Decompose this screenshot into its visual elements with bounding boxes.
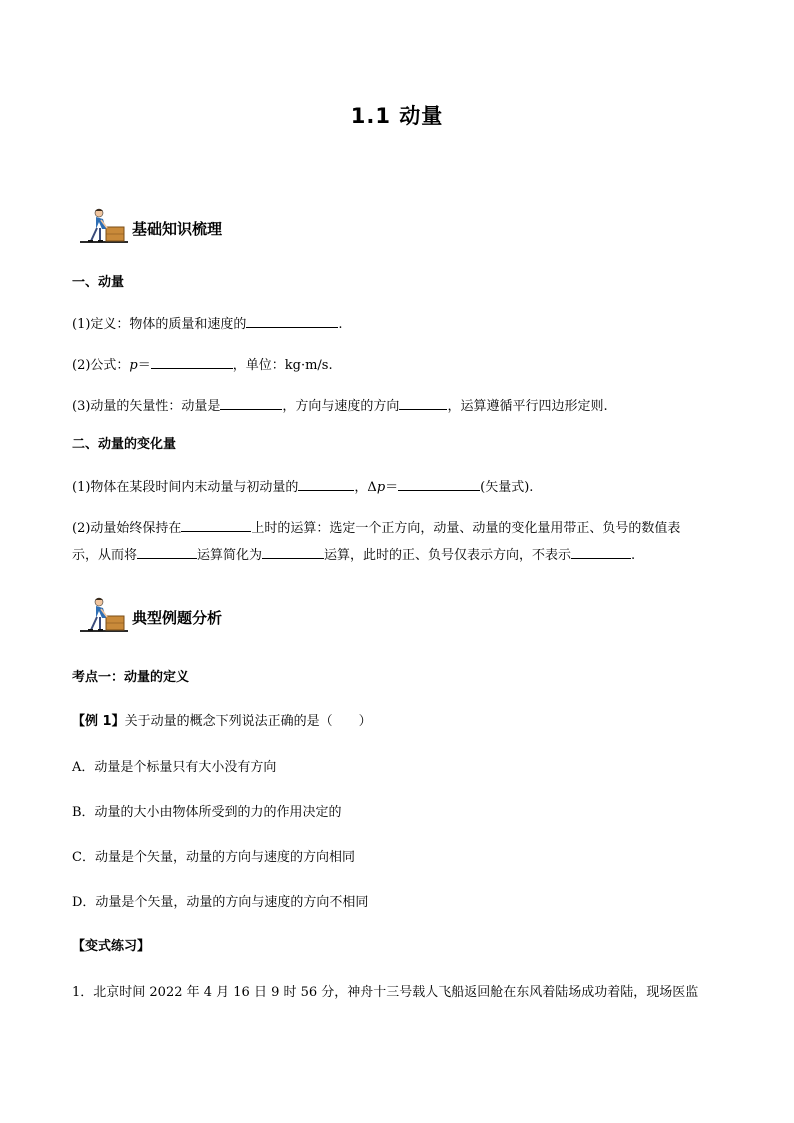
section-title: 基础知识梳理: [132, 220, 223, 238]
text: (3)动量的矢量性：动量是: [72, 399, 221, 414]
line-straight-line-rule-cont: [72, 544, 635, 565]
text: (2)公式：: [72, 358, 130, 373]
answer-blank[interactable]: [220, 395, 282, 410]
variable-p: p: [376, 480, 386, 495]
heading-momentum: 一、动量: [72, 275, 125, 290]
line-formula: [72, 354, 333, 375]
text: ，方向与速度的方向: [282, 399, 400, 414]
answer-blank[interactable]: [399, 395, 447, 410]
example-question: [72, 713, 372, 731]
line-straight-line-rule: [72, 517, 680, 538]
text: .: [338, 317, 343, 332]
line-vector-property: [72, 395, 608, 416]
text: ＝: [137, 358, 151, 373]
answer-blank[interactable]: [181, 517, 251, 532]
question-text: 关于动量的概念下列说法正确的是（ ）: [124, 714, 372, 729]
text: 运算简化为: [197, 548, 263, 563]
boy-pushing-box-icon: [80, 596, 130, 634]
section-title: 典型例题分析: [132, 609, 223, 627]
text: ，运算遵循平行四边形定则.: [447, 399, 608, 414]
line-change-definition: [72, 476, 533, 497]
heading-momentum-change: 二、动量的变化量: [72, 437, 177, 452]
text: 上时的运算：选定一个正方向，动量、动量的变化量用带正、负号的数值表: [251, 521, 681, 536]
text: 运算，此时的正、负号仅表示方向，不表示: [324, 548, 572, 563]
example-tag: 【例 1】: [72, 714, 125, 729]
answer-blank[interactable]: [246, 313, 338, 328]
section-header-basics: [80, 205, 222, 245]
text: (1)物体在某段时间内末动量与初动量的: [72, 480, 299, 495]
line-definition: [72, 313, 343, 334]
section-header-examples: [80, 594, 222, 634]
answer-blank[interactable]: [137, 544, 197, 559]
text: 示，从而将: [72, 548, 138, 563]
text: ，单位：kg·m/s.: [232, 358, 333, 373]
variable-p: p: [129, 358, 138, 373]
answer-blank[interactable]: [571, 544, 631, 559]
topic-heading: 考点一：动量的定义: [72, 670, 190, 685]
page-title: 1.1 动量: [350, 104, 444, 128]
answer-blank[interactable]: [298, 476, 354, 491]
option-a[interactable]: A．动量是个标量只有大小没有方向: [72, 760, 277, 775]
boy-pushing-box-icon: [80, 207, 130, 245]
text: ＝: [385, 480, 399, 495]
option-c[interactable]: C．动量是个矢量，动量的方向与速度的方向相同: [72, 850, 355, 865]
practice-question-1: 1．北京时间 2022 年 4 月 16 日 9 时 56 分，神舟十三号载人飞船返回舱在东风着陆场成功着陆，现场医监: [72, 985, 699, 1000]
text: (2)动量始终保持在: [72, 521, 182, 536]
text: ，Δ: [354, 480, 377, 495]
answer-blank[interactable]: [151, 354, 233, 369]
text: (矢量式).: [480, 480, 534, 495]
option-b[interactable]: B．动量的大小由物体所受到的力的作用决定的: [72, 805, 342, 820]
answer-blank[interactable]: [398, 476, 480, 491]
option-d[interactable]: D．动量是个矢量，动量的方向与速度的方向不相同: [72, 895, 369, 910]
text: .: [631, 548, 636, 563]
variant-practice-heading: 【变式练习】: [72, 939, 151, 954]
answer-blank[interactable]: [262, 544, 324, 559]
text: (1)定义：物体的质量和速度的: [72, 317, 247, 332]
